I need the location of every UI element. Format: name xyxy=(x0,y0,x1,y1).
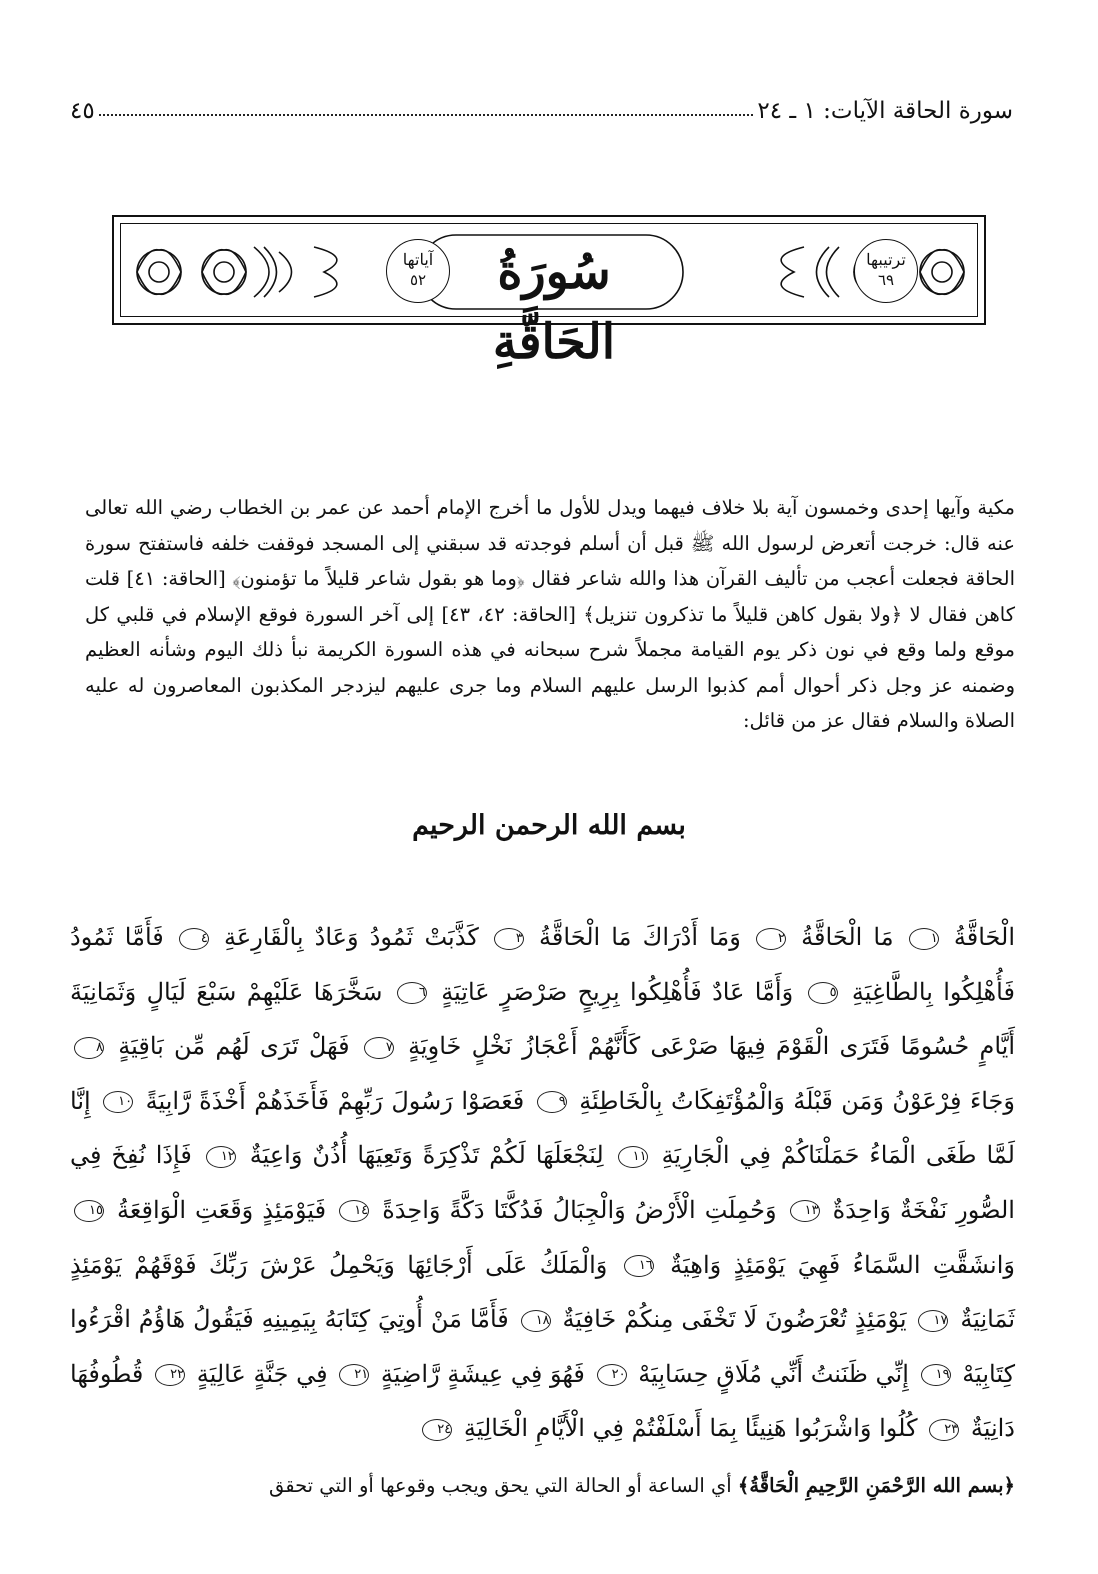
header-title: سورة الحاقة الآيات: ١ ـ ٢٤ xyxy=(757,98,1013,124)
ayah-number-marker: ٦ xyxy=(397,982,427,1004)
verse-text: وَانشَقَّتِ السَّمَاءُ فَهِيَ يَوْمَئِذٍ وَاهِيَةٌ xyxy=(670,1250,1015,1279)
ayah-number-marker: ١٩ xyxy=(921,1364,951,1386)
verse-text: وَمَا أَدْرَاكَ مَا الْحَاقَّةُ xyxy=(539,923,741,951)
ayah-number-marker: ٢١ xyxy=(339,1364,369,1386)
verse-text: فَهُوَ فِي عِيشَةٍ رَّاضِيَةٍ xyxy=(380,1359,585,1388)
verse-text: وَجَاءَ فِرْعَوْنُ وَمَن قَبْلَهُ وَالْمُؤْتَفِكَاتُ بِالْخَاطِئَةِ xyxy=(579,1086,1015,1115)
ayah-number-marker: ١٦ xyxy=(624,1255,654,1277)
verse-count-medallion xyxy=(386,239,450,303)
verse-text: لِنَجْعَلَهَا لَكُمْ تَذْكِرَةً وَتَعِيَهَا أُذُنٌ وَاعِيَةٌ xyxy=(249,1141,604,1170)
ayah-number-marker: ١٣ xyxy=(790,1200,820,1222)
ayah-number-marker: ١١ xyxy=(618,1146,648,1168)
verse-text: وَأَمَّا عَادٌ فَأُهْلِكُوا بِرِيحٍ صَرْصَرٍ عَاتِيَةٍ xyxy=(441,977,794,1006)
order-label: ترتيبها xyxy=(866,250,906,269)
verse-text: وَالْمَلَكُ عَلَى أَرْجَائِهَا وَيَحْمِلُ عَرْشَ رَبِّكَ فَوْقَهُمْ يَوْمَئِذٍ ثَمَانِيَةٌ xyxy=(70,1250,1015,1334)
running-header xyxy=(70,84,1013,124)
verse-text: سَخَّرَهَا عَلَيْهِمْ سَبْعَ لَيَالٍ وَثَمَانِيَةَ أَيَّامٍ حُسُومًا فَتَرَى الْقَوْمَ فِيهَا صَرْعَى كَأَنَّهُمْ أَعْجَازُ نَخْلٍ خَاوِيَةٍ xyxy=(70,977,1016,1061)
verse-text: فَإِذَا نُفِخَ فِي الصُّورِ نَفْخَةٌ وَاحِدَةٌ xyxy=(70,1141,1015,1224)
verse-text: قُطُوفُهَا دَانِيَةٌ xyxy=(70,1359,1015,1443)
verse-text: كَذَّبَتْ ثَمُودُ وَعَادٌ بِالْقَارِعَةِ xyxy=(224,923,479,951)
header-dotted-leader xyxy=(99,114,754,116)
intro-text: مكية وآيها إحدى وخمسون آية بلا خلاف فيهما ويدل للأول ما أخرج الإمام أحمد عن عمر بن الخطاب رضي الله تعالى عنه قال: خرجت أتعرض لرسول الله ﷺ قبل أن أسلم فوجدته قد سبقني إلى المسجد فوقفت خلفه فاستفتح سورة الحاقة فجعلت أعجب من تأليف القرآن هذا والله شاعر فقال ﴿وما هو بقول شاعر قليلاً ما تؤمنون﴾ [الحاقة: ٤١] قلت كاهن فقال لا ﴿ولا بقول كاهن قليلاً ما تذكرون تنزيل﴾ [الحاقة: ٤٢، ٤٣] إلى آخر السورة فوقع الإسلام في قلبي كل موقع ولما وقع في نون ذكر يوم القيامة مجملاً شرح سبحانه في هذه السورة الكريمة نبأ ذلك اليوم وشأنه العظيم وضمنه عز وجل ذكر أحوال أمم كذبوا الرسل عليهم السلام وما جرى عليهم ليزدجر المكذبون المعاصرون له عليه الصلاة والسلام فقال عز من قائل: xyxy=(85,496,1015,732)
ayah-number-marker: ٢٠ xyxy=(597,1364,627,1386)
verse-text: فَأَمَّا مَنْ أُوتِيَ كِتَابَهُ بِيَمِينِهِ فَيَقُولُ هَاؤُمُ اقْرَءُوا كِتَابِيَهْ xyxy=(70,1305,1016,1388)
page-number: ٤٥ xyxy=(70,98,95,124)
basmala-heading: بسم الله الرحمن الرحيم xyxy=(412,810,686,841)
verses-number: ٥٢ xyxy=(409,271,427,289)
verse-text: إِنَّا لَمَّا طَغَى الْمَاءُ حَمَلْنَاكُمْ فِي الْجَارِيَةِ xyxy=(70,1086,1015,1170)
ayah-number-marker: ٤ xyxy=(179,928,209,950)
ayah-number-marker: ١ xyxy=(909,928,939,950)
verse-text: إِنِّي ظَنَنتُ أَنِّي مُلَاقٍ حِسَابِيَهْ xyxy=(638,1359,909,1388)
ayah-number-marker: ٥ xyxy=(808,982,838,1004)
order-number: ٦٩ xyxy=(877,271,895,289)
surah-name: سُورَةُ الحَاقَّةِ xyxy=(492,244,616,370)
ayah-number-marker: ١٥ xyxy=(74,1200,104,1222)
verse-text: فَعَصَوْا رَسُولَ رَبِّهِمْ فَأَخَذَهُمْ أَخْذَةً رَّابِيَةً xyxy=(145,1086,525,1115)
ayah-number-marker: ٧ xyxy=(364,1037,394,1059)
ayah-number-marker: ٢٤ xyxy=(422,1419,452,1441)
verse-text: كُلُوا وَاشْرَبُوا هَنِيئًا بِمَا أَسْلَفْتُمْ فِي الْأَيَّامِ الْخَالِيَةِ xyxy=(463,1414,918,1443)
commentary-quote: ﴿بسم الله الرَّحْمَنِ الرَّحِيمِ الْحَاقَّةُ﴾ xyxy=(737,1474,1015,1497)
commentary-text: أي الساعة أو الحالة التي يحق ويجب وقوعها أو التي تحقق xyxy=(268,1474,732,1497)
verse-text: يَوْمَئِذٍ تُعْرَضُونَ لَا تَخْفَى مِنكُمْ خَافِيَةٌ xyxy=(562,1305,907,1334)
verse-text: فَأَمَّا ثَمُودُ فَأُهْلِكُوا بِالطَّاغِيَةِ xyxy=(70,923,1015,1006)
ayah-number-marker: ١٢ xyxy=(206,1146,236,1168)
verse-text: مَا الْحَاقَّةُ xyxy=(801,923,894,951)
introduction-paragraph xyxy=(85,490,1015,739)
ayah-number-marker: ١٠ xyxy=(103,1091,133,1113)
ayah-number-marker: ٣ xyxy=(494,928,524,950)
ayah-number-marker: ٢٢ xyxy=(155,1364,185,1386)
verses-label: آياتها xyxy=(402,250,434,269)
ayah-number-marker: ١٤ xyxy=(339,1200,369,1222)
ayah-number-marker: ١٨ xyxy=(521,1310,551,1332)
ayah-number-marker: ٢ xyxy=(756,928,786,950)
commentary-paragraph xyxy=(85,1470,1015,1502)
ayah-number-marker: ٨ xyxy=(74,1037,104,1059)
verse-text: الْحَاقَّةُ xyxy=(953,923,1015,951)
verse-text: وَحُمِلَتِ الْأَرْضُ وَالْجِبَالُ فَدُكَّتَا دَكَّةً وَاحِدَةً xyxy=(382,1195,777,1224)
surah-title-banner xyxy=(112,215,986,370)
verse-text: فِي جَنَّةٍ عَالِيَةٍ xyxy=(196,1359,328,1388)
verse-text: فَهَلْ تَرَى لَهُم مِّن بَاقِيَةٍ xyxy=(118,1032,350,1061)
verse-text: فَيَوْمَئِذٍ وَقَعَتِ الْوَاقِعَةُ xyxy=(117,1195,327,1224)
surah-order-medallion xyxy=(854,239,918,303)
ayah-number-marker: ٩ xyxy=(537,1091,567,1113)
ayah-number-marker: ١٧ xyxy=(918,1310,948,1332)
ayah-number-marker: ٢٣ xyxy=(929,1419,959,1441)
quran-verses-block xyxy=(70,910,1015,1456)
